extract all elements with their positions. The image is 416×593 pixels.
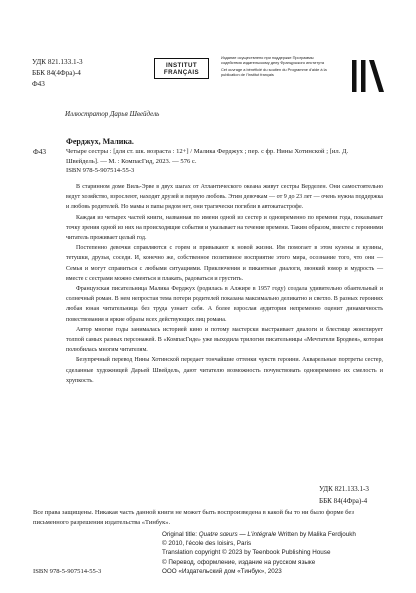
catalog-card-description: Четыре сестры : [для ст. шк. возраста : 12+] / Малика Ферджух ; пер. с фр. Нины Хотинской ; [ил. Д. Швейдель]. — М. : КомпасГид, 2023. — 576 с. [66, 148, 349, 166]
support-text-ru: Издание осуществлено при поддержке Программы содействия издательскому делу Французского института [221, 55, 324, 65]
copyright-russian-edition: © Перевод, оформление, издание на русском языке [162, 558, 316, 566]
catalog-card-code: Ф43 [33, 147, 47, 156]
udk-code: УДК 821.133.1-3 [32, 58, 83, 66]
book-annotation [66, 182, 383, 386]
top-classification-codes [32, 57, 83, 91]
annotation-paragraph: Каждая из четырех частей книги, названная по имени одной из сестер и одновременно по времени года, показывает точку зрения одной из них на происходящие события и указывает на течение времени. Таким образом, вместе с героинями читатель проживает целый год. [66, 214, 383, 242]
publisher-logo-icon [350, 56, 386, 96]
rights-notice: Все права защищены. Никакая часть данной книги не может быть воспроизведена в какой бы то ни было форме без письменного разрешения издательства «Тинбук». [33, 509, 354, 526]
udk-code-bottom: УДК 821.133.1-3 [319, 485, 369, 493]
author-sign-code: Ф43 [32, 80, 45, 89]
support-notice [221, 56, 333, 78]
bottom-classification-codes [319, 484, 369, 507]
catalog-card-author: Ферджух, Малика. [66, 137, 134, 146]
institut-francais-logo [154, 58, 209, 79]
catalog-card-isbn: ISBN 978-5-907514-55-3 [66, 167, 135, 174]
original-title-suffix: Written by Malika Ferdjoukh [276, 531, 356, 538]
copyright-original: © 2010, l'école des loisirs, Paris [162, 540, 252, 548]
annotation-paragraph: Постепенно девочки справляются с горем и привыкают к новой жизни. Им помогает в этом кузены и кузины, тетушки, друзья, соседи. И, конечно же, собственное позитивное восприятие этого мира, осознание того, что они — Семья и могут справиться с любыми ситуациями. Приключения и пикантные диалоги, звонкий юмор и мудрость — вместе с сестрами можно смеяться и плакать, радоваться и грустить. [66, 245, 383, 282]
bbk-code: ББК 84(4Фра)-4 [32, 69, 81, 78]
annotation-paragraph: Французская писательница Малика Ферджух (родилась в Алжире в 1957 году) создала удивительно обаятельный и солнечный роман. В нем непростая тема потери родителей показана максимально деликатно и светло. В разных героинях любая юная читательница без труда узнает себя. А более взрослая аудитория непременно оценит динамичность повествования и яркие образы всех действующих лиц романа. [66, 286, 383, 323]
original-title: Quatre sœurs — L'intégrale [198, 531, 277, 538]
isbn-bottom: ISBN 978-5-907514-55-3 [33, 568, 102, 575]
logo-line-2: FRANÇAIS [163, 69, 200, 77]
annotation-paragraph: В старинном доме Виль-Эрве в двух шагах от Атлантического океана живут сестры Верделен. Они самостоятельно ведут хозяйство, взрослеют, находят друзей и первую любовь. Этим девочкам — от 9 до 23 лет — очень нужна поддержка и любовь родителей. Но мамы и папы рядом нет, они трагически погибли в автокатастрофе. [66, 184, 383, 211]
illustrator-credit: Иллюстратор Дарья Швейдель [65, 110, 160, 118]
logo-line-1: INSTITUT [165, 62, 198, 69]
copyright-translation: Translation copyright © 2023 by Teenbook Publishing House [162, 549, 331, 557]
copyright-credits [162, 530, 387, 576]
original-title-line [162, 530, 387, 539]
annotation-paragraph: Автор многие годы занималась историей кино и потому мастерски выстраивает диалоги и блестяще жонглирует толпой самых разных персонажей. В «КомпасГиде» уже выходила трилогия писательницы «Мечтатели Бродвея», которая полюбилась многим читателям. [66, 326, 383, 354]
bbk-code-bottom: ББК 84(4Фра)-4 [319, 496, 368, 505]
support-text-fr: Cet ouvrage a bénéficié du soutien du Programme d'aide à la publication de l'Institut français [221, 67, 327, 78]
original-title-prefix: Original title: [162, 531, 199, 538]
annotation-paragraph: Безупречный перевод Нины Хотинской передает тончайшие оттенки чувств героини. Акварельные портреты сестер, сделанные художницей Дарьей Швейдель, дают читателю возможность почувствовать одновременно их смелость и хрупкость. [66, 357, 383, 384]
copyright-publisher: ООО «Издательский дом «Тинбук», 2023 [162, 567, 282, 575]
